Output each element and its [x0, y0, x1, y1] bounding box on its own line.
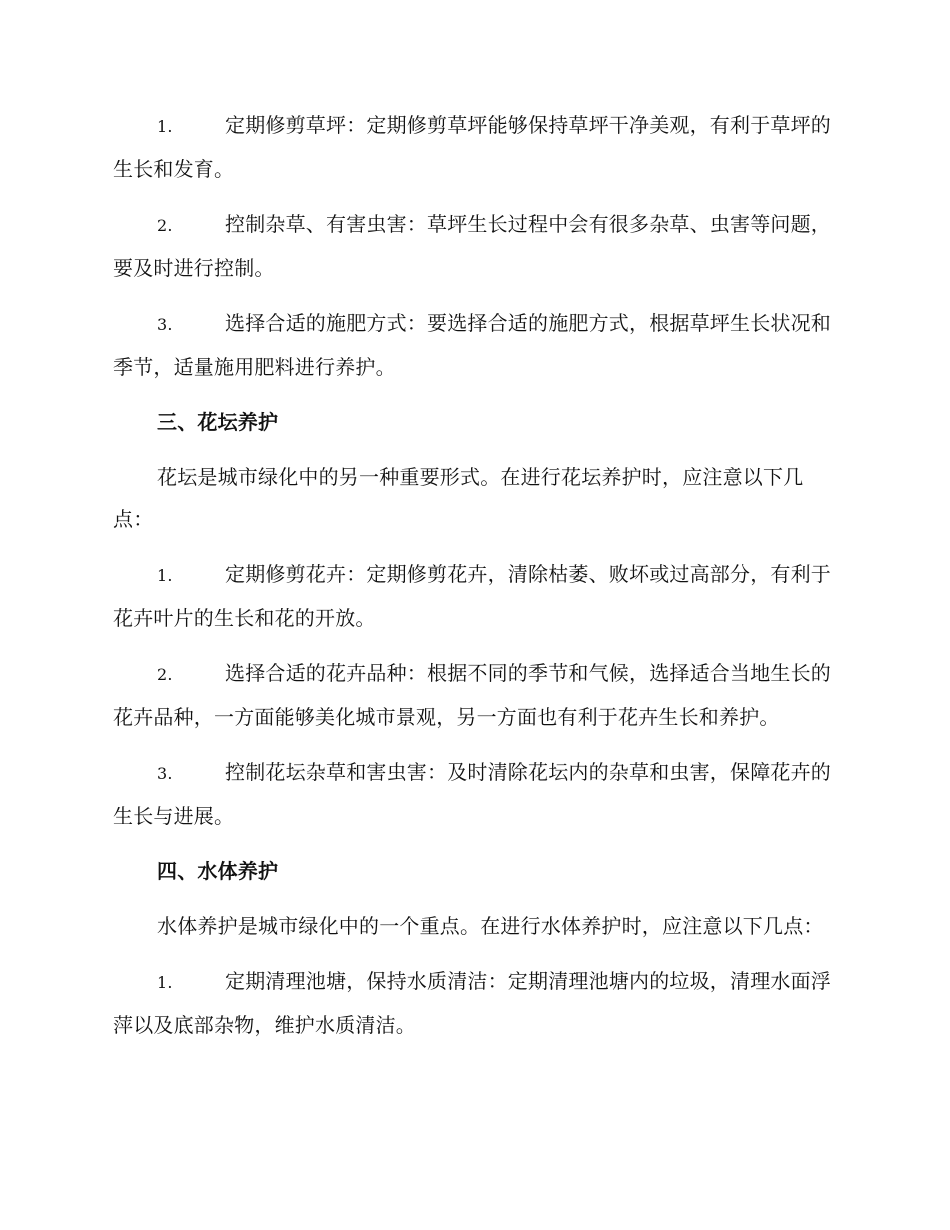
list-item-text: 选择合适的花卉品种：根据不同的季节和气候，选择适合当地生长的花卉品种，一方面能够美化城市景观，另一方面也有利于花卉生长和养护。	[113, 661, 831, 729]
list-item-text: 选择合适的施肥方式：要选择合适的施肥方式，根据草坪生长状况和季节，适量施用肥料进行养护。	[113, 311, 831, 379]
list-item-text: 定期清理池塘，保持水质清洁：定期清理池塘内的垃圾，清理水面浮萍以及底部杂物，维护水质清洁。	[113, 969, 831, 1037]
list-item	[113, 203, 835, 289]
list-item	[113, 553, 835, 639]
list-number: 2.	[157, 216, 173, 235]
list-number: 1.	[157, 973, 173, 992]
list-number: 2.	[157, 665, 173, 684]
list-item	[113, 960, 835, 1046]
list-item	[113, 652, 835, 738]
section-heading: 四、水体养护	[157, 859, 279, 883]
document-body	[113, 104, 835, 1059]
list-item-text: 控制杂草、有害虫害：草坪生长过程中会有很多杂草、虫害等问题，要及时进行控制。	[113, 212, 831, 280]
list-number: 3.	[157, 315, 173, 334]
list-item	[113, 302, 835, 388]
list-number: 1.	[157, 566, 173, 585]
list-item-text: 定期修剪草坪：定期修剪草坪能够保持草坪干净美观，有利于草坪的生长和发育。	[113, 113, 831, 181]
list-number: 1.	[157, 117, 173, 136]
list-item-text: 控制花坛杂草和害虫害：及时清除花坛内的杂草和虫害，保障花卉的生长与进展。	[113, 760, 831, 828]
paragraph: 水体养护是城市绿化中的一个重点。在进行水体养护时，应注意以下几点：	[157, 914, 824, 938]
list-number: 3.	[157, 764, 173, 783]
list-item-text: 定期修剪花卉：定期修剪花卉，清除枯萎、败坏或过高部分，有利于花卉叶片的生长和花的开放。	[113, 562, 831, 630]
list-item	[113, 104, 835, 190]
section-heading: 三、花坛养护	[157, 410, 279, 434]
list-item	[113, 751, 835, 837]
paragraph: 花坛是城市绿化中的另一种重要形式。在进行花坛养护时，应注意以下几点：	[113, 465, 804, 531]
